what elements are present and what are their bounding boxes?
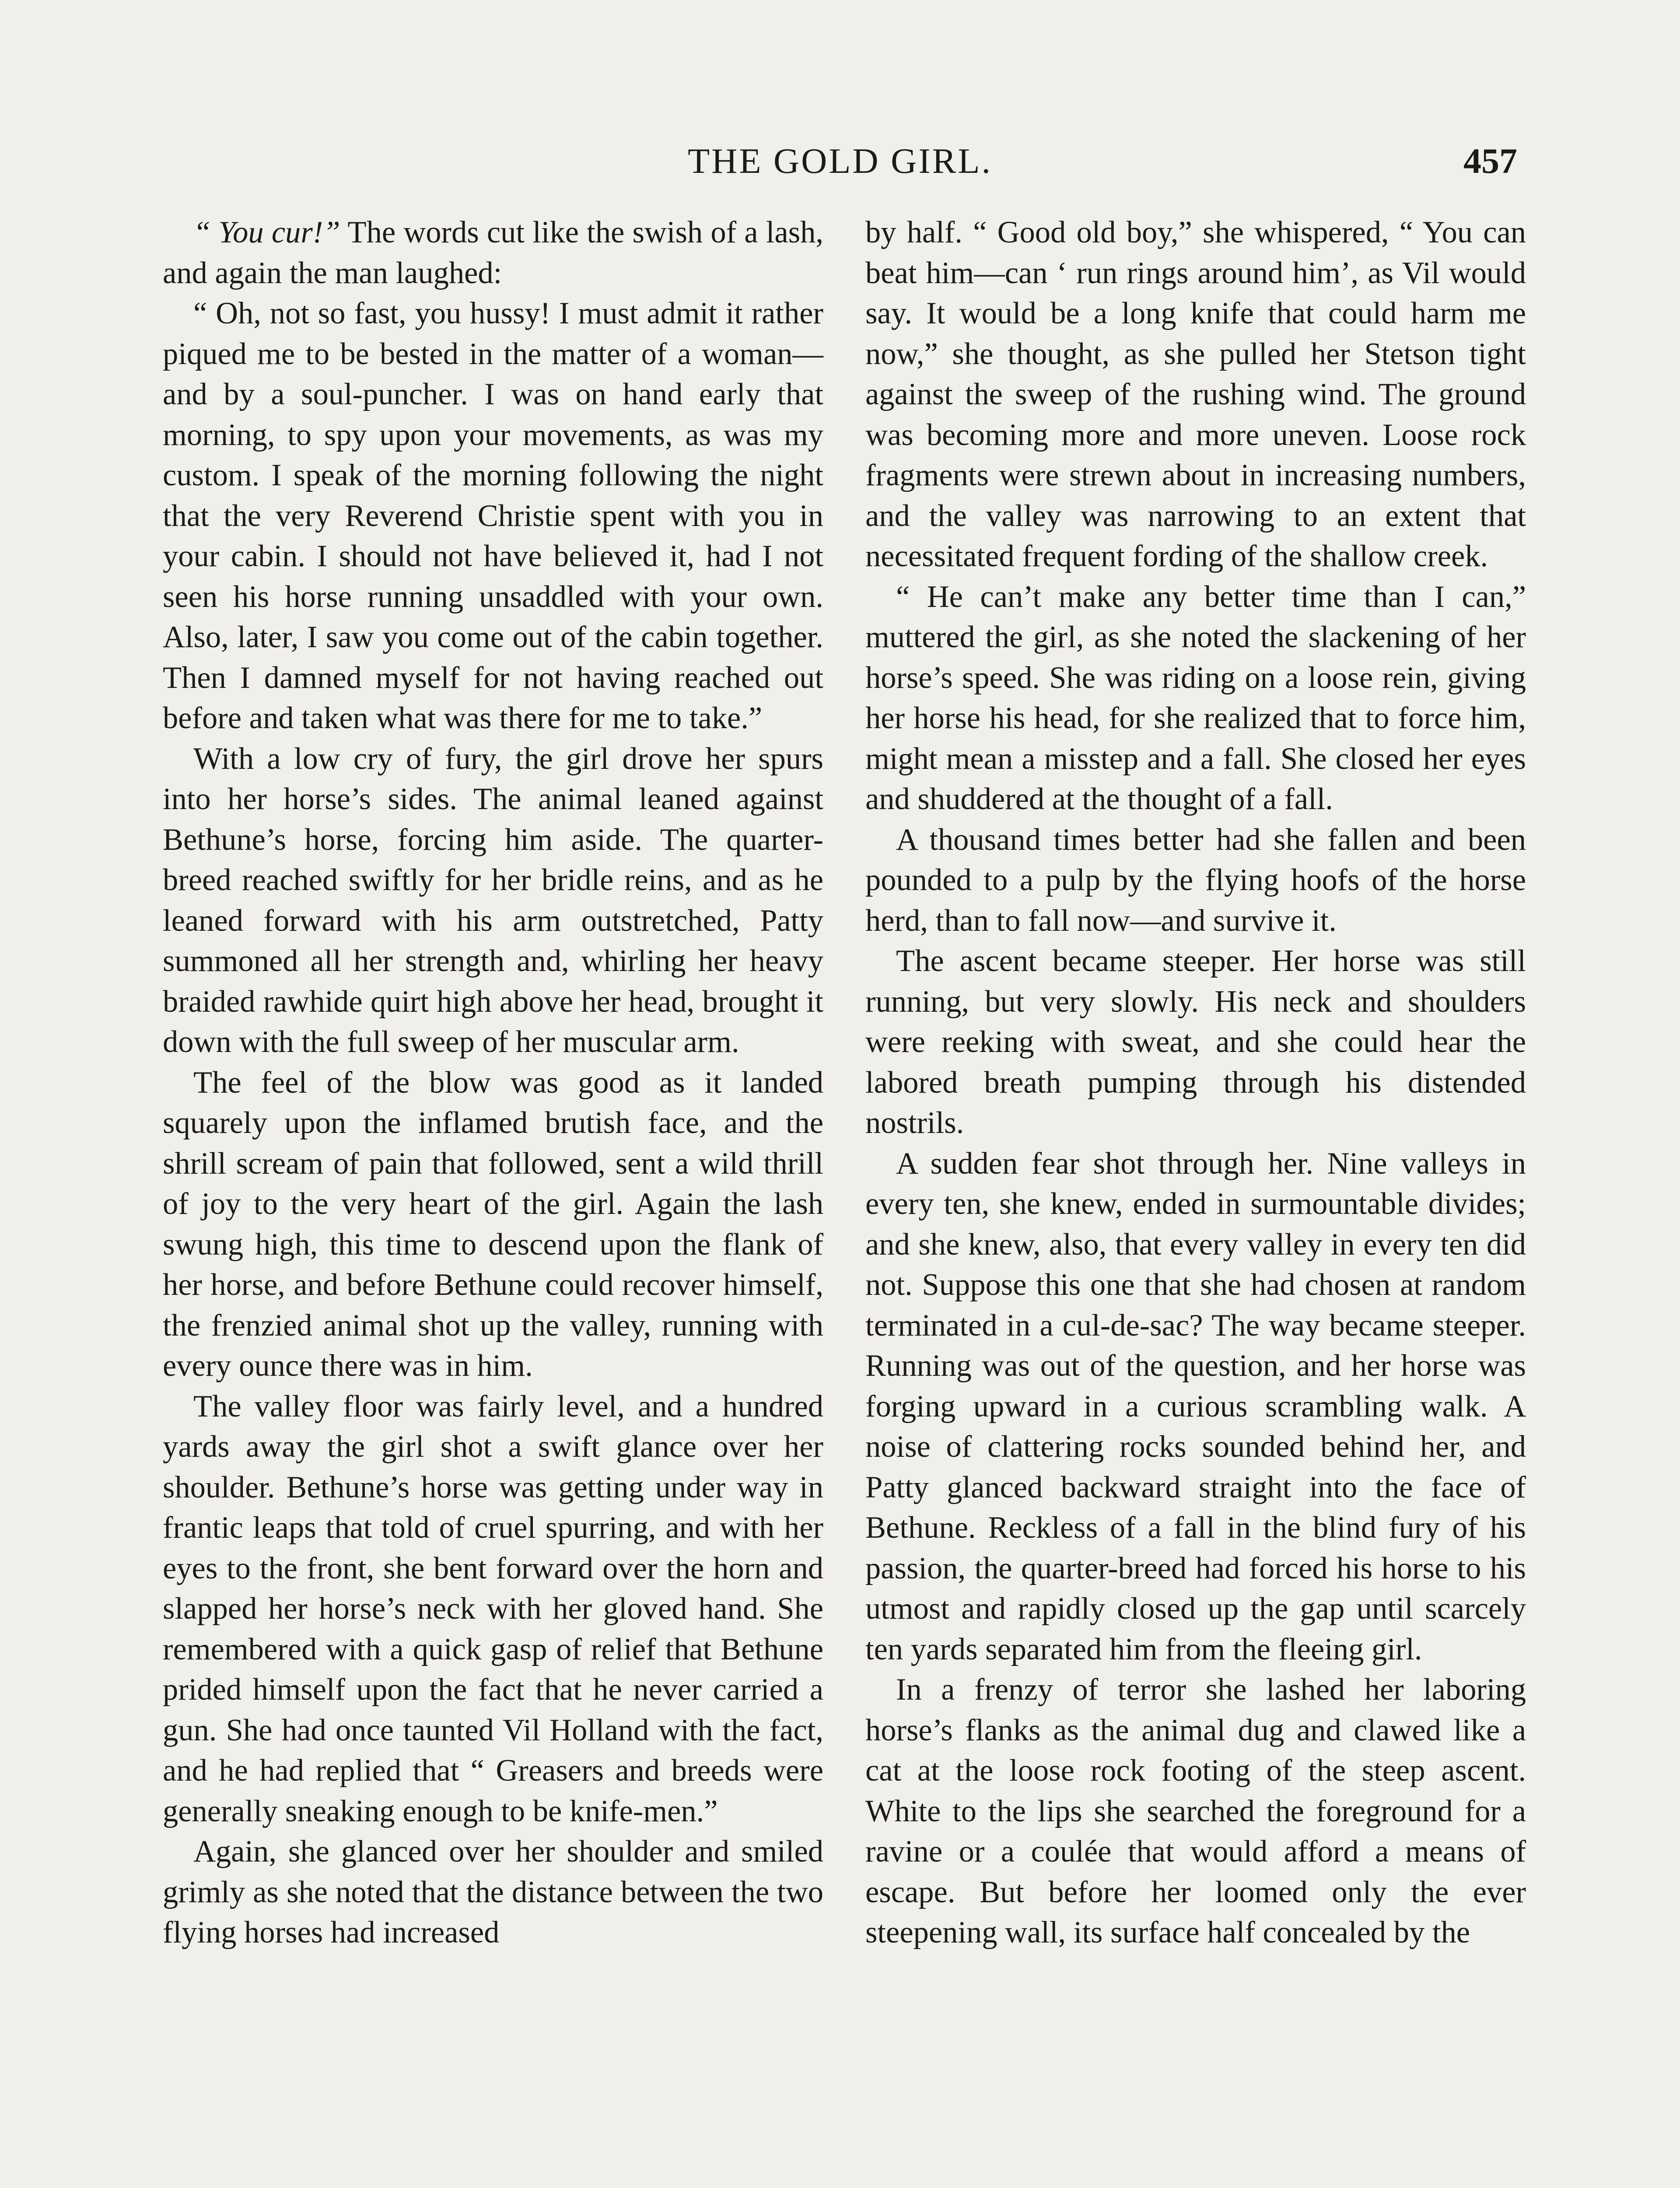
right-column bbox=[865, 212, 1526, 1953]
paragraph: The valley floor was fairly level, and a hundred yards away the girl shot a swift glance over her shoulder. Bethune’s horse was getting under way in frantic leaps that told of cruel spurring, and with her eyes to the front, she bent forward over the horn and slapped her horse’s neck with her gloved hand. She remembered with a quick gasp of relief that Bethune prided himself upon the fact that he never carried a gun. She had once taunted Vil Holland with the fact, and he had replied that “ Greasers and breeds were generally sneaking enough to be knife-men.” bbox=[163, 1389, 823, 1828]
text-run: The words cut like the swish of a lash, and again the man laughed: bbox=[163, 215, 824, 290]
paragraph-continued: by half. “ Good old boy,” she whispered, “ You can beat him—can ‘ run rings around him’, as Vil would say. It would be a long knife that could harm me now,” she thought, as she pulled her Stetson tight against the sweep of the rushing wind. The ground was becoming more and more uneven. Loose rock fragments were strewn about in increasing numbers, and the valley was narrowing to an extent that necessitated frequent fording of the shallow creek. bbox=[865, 215, 1526, 573]
paragraph: The feel of the blow was good as it landed squarely upon the inflamed brutish face, and the shrill scream of pain that followed, sent a wild thrill of joy to the very heart of the girl. Again the lash swung high, this time to descend upon the flank of her horse, and before Bethune could recover himself, the frenzied animal shot up the valley, running with every ounce there was in him. bbox=[163, 1065, 823, 1383]
page-header bbox=[163, 139, 1517, 183]
running-title: THE GOLD GIRL. bbox=[688, 141, 992, 181]
left-column bbox=[163, 212, 823, 1953]
paragraph: A thousand times better had she fallen and been pounded to a pulp by the flying hoofs of the horse herd, than to fall now—and survive it. bbox=[865, 822, 1526, 938]
paragraph: “ Oh, not so fast, you hussy! I must admit it rather piqued me to be bested in the matter of a woman—and by a soul-puncher. I was on hand early that morning, to spy upon your movements, as was my custom. I speak of the morning following the night that the very Reverend Christie spent with you in your cabin. I should not have believed it, had I not seen his horse running unsaddled with your own. Also, later, I saw you come out of the cabin together. Then I damned myself for not having reached out before and taken what was there for me to take.” bbox=[163, 296, 823, 735]
paragraph: “ He can’t make any better time than I can,” muttered the girl, as she noted the slackening of her horse’s speed. She was riding on a loose rein, giving her horse his head, for she realized that to force him, might mean a misstep and a fall. She closed her eyes and shuddered at the thought of a fall. bbox=[865, 579, 1526, 816]
paragraph bbox=[163, 212, 823, 293]
paragraph: With a low cry of fury, the girl drove her spurs into her horse’s sides. The animal leaned against Bethune’s horse, forcing him aside. The quarter-breed reached swiftly for her bridle reins, and as he leaned forward with his arm outstretched, Patty summoned all her strength and, whirling her heavy braided rawhide quirt high above her head, brought it down with the full sweep of her muscular arm. bbox=[163, 741, 823, 1059]
paragraph: A sudden fear shot through her. Nine valleys in every ten, she knew, ended in surmountable divides; and she knew, also, that every valley in every ten did not. Suppose this one that she had chosen at random terminated in a cul-de-sac? The way became steeper. Running was out of the question, and her horse was forging upward in a curious scrambling walk. A noise of clattering rocks sounded behind her, and Patty glanced backward straight into the face of Bethune. Reckless of a fall in the blind fury of his passion, the quarter-breed had forced his horse to his utmost and rapidly closed up the gap until scarcely ten yards separated him from the fleeing girl. bbox=[865, 1146, 1526, 1666]
paragraph: The ascent became steeper. Her horse was still running, but very slowly. His neck and shoulders were reeking with sweat, and she could hear the labored breath pumping through his distended nostrils. bbox=[865, 944, 1526, 1140]
page-number: 457 bbox=[1463, 141, 1517, 181]
paragraph: In a frenzy of terror she lashed her laboring horse’s flanks as the animal dug and clawed like a cat at the loose rock footing of the steep ascent. White to the lips she searched the foreground for a ravine or a coulée that would afford a means of escape. But before her loomed only the ever steepening wall, its surface half concealed by the bbox=[865, 1673, 1526, 1950]
italic-run: “ You cur!” bbox=[193, 215, 340, 249]
paragraph: Again, she glanced over her shoulder and smiled grimly as she noted that the distance between the two flying horses had increased bbox=[163, 1834, 823, 1950]
